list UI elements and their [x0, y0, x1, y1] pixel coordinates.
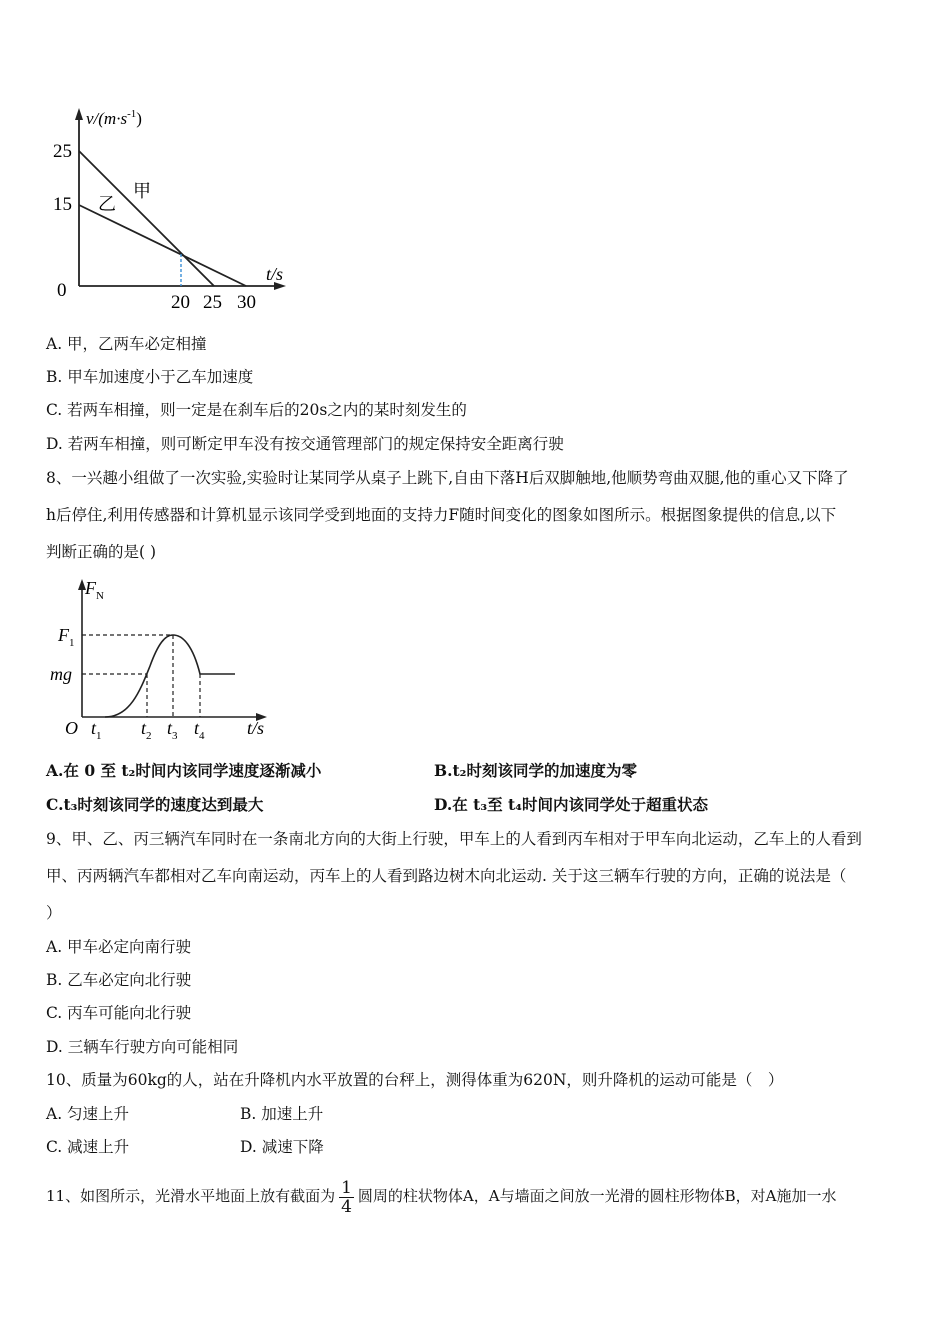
q9-option-d: D. 三辆车行驶方向可能相同 [46, 1038, 239, 1056]
f-x-label: t/s [247, 718, 265, 738]
f-y-label: $F_N$ [85, 578, 104, 602]
q10-option-c: C. 减速上升 [46, 1138, 130, 1156]
t4-label: $t_4$ [194, 718, 205, 742]
q8-stem-line2: h后停住,利用传感器和计算机显示该同学受到地面的支持力F随时间变化的图象如图所示。根据图象提供的信息,以下 [46, 506, 837, 524]
q11-stem-post: 圆周的柱状物体A，A与墙面之间放一光滑的圆柱形物体B，对A施加一水 [357, 1187, 837, 1205]
f-origin-label: O [65, 718, 78, 738]
x-axis-label: t/s [266, 264, 284, 284]
t1-label: $t_1$ [91, 718, 102, 742]
q9-option-a: A. 甲车必定向南行驶 [46, 938, 192, 956]
q11-stem-pre: 11、如图所示，光滑水平地面上放有截面为 [46, 1187, 336, 1205]
q10-option-d: D. 减速下降 [240, 1138, 324, 1156]
q8-option-d: D.在 t₃至 t₄时间内该同学处于超重状态 [434, 795, 708, 814]
q10-option-a: A. 匀速上升 [46, 1105, 130, 1123]
q11-fraction-denominator: 4 [341, 1196, 352, 1217]
q7-option-d: D. 若两车相撞，则可断定甲车没有按交通管理部门的规定保持安全距离行驶 [46, 435, 564, 453]
t3-label: $t_3$ [167, 718, 178, 742]
y-axis-label: $v/(m\cdot s^{-1})$ [86, 108, 142, 128]
q9-stem-line1: 9、甲、乙、丙三辆汽车同时在一条南北方向的大街上行驶，甲车上的人看到丙车相对于甲车向北运动，乙车上的人看到 [46, 830, 862, 848]
q8-option-c: C.t₃时刻该同学的速度达到最大 [46, 795, 264, 814]
q10-stem: 10、质量为60kg的人，站在升降机内水平放置的台秤上，测得体重为620N，则升降机的运动可能是（ ） [46, 1071, 784, 1089]
q7-option-a: A. 甲，乙两车必定相撞 [46, 335, 207, 353]
q9-stem-line3: ） [46, 904, 62, 922]
mg-label: mg [50, 664, 72, 684]
force-curve [105, 635, 235, 717]
q7-option-c: C. 若两车相撞，则一定是在刹车后的20s之内的某时刻发生的 [46, 401, 467, 419]
x-tick-20: 20 [171, 292, 190, 313]
label-yi: 乙 [98, 194, 116, 214]
q8-stem-line1: 8、一兴趣小组做了一次实验,实验时让某同学从桌子上跳下,自由下落H后双脚触地,他顺势弯曲双腿,他的重心又下降了 [46, 469, 849, 487]
q7-option-b: B. 甲车加速度小于乙车加速度 [46, 368, 254, 386]
q10-option-b: B. 加速上升 [240, 1105, 324, 1123]
x-tick-25: 25 [203, 292, 222, 313]
q11-stem [46, 1172, 836, 1220]
y-tick-15: 15 [53, 194, 72, 215]
t2-label: $t_2$ [141, 718, 152, 742]
q11-fraction-numerator: 1 [341, 1177, 352, 1198]
q9-option-c: C. 丙车可能向北行驶 [46, 1004, 192, 1022]
q9-stem-line2: 甲、丙两辆汽车都相对乙车向南运动，丙车上的人看到路边树木向北运动. 关于这三辆车行驶的方向，正确的说法是（ [46, 867, 847, 885]
y-tick-25: 25 [53, 141, 72, 162]
line-jia [79, 151, 214, 286]
force-time-graph [50, 576, 285, 746]
q9-option-b: B. 乙车必定向北行驶 [46, 971, 192, 989]
y-axis-arrow [75, 108, 83, 120]
origin-label: 0 [57, 280, 67, 301]
q8-option-b: B.t₂时刻该同学的加速度为零 [434, 761, 637, 780]
x-tick-30: 30 [237, 292, 256, 313]
vt-graph [40, 100, 310, 320]
q8-stem-line3: 判断正确的是( ) [46, 543, 157, 561]
q11-fraction [339, 1179, 354, 1216]
label-jia: 甲 [133, 181, 151, 201]
f1-label: $F_1$ [58, 625, 75, 649]
q8-option-a: A.在 0 至 t₂时间内该同学速度逐渐减小 [46, 761, 322, 780]
line-yi [79, 205, 246, 286]
